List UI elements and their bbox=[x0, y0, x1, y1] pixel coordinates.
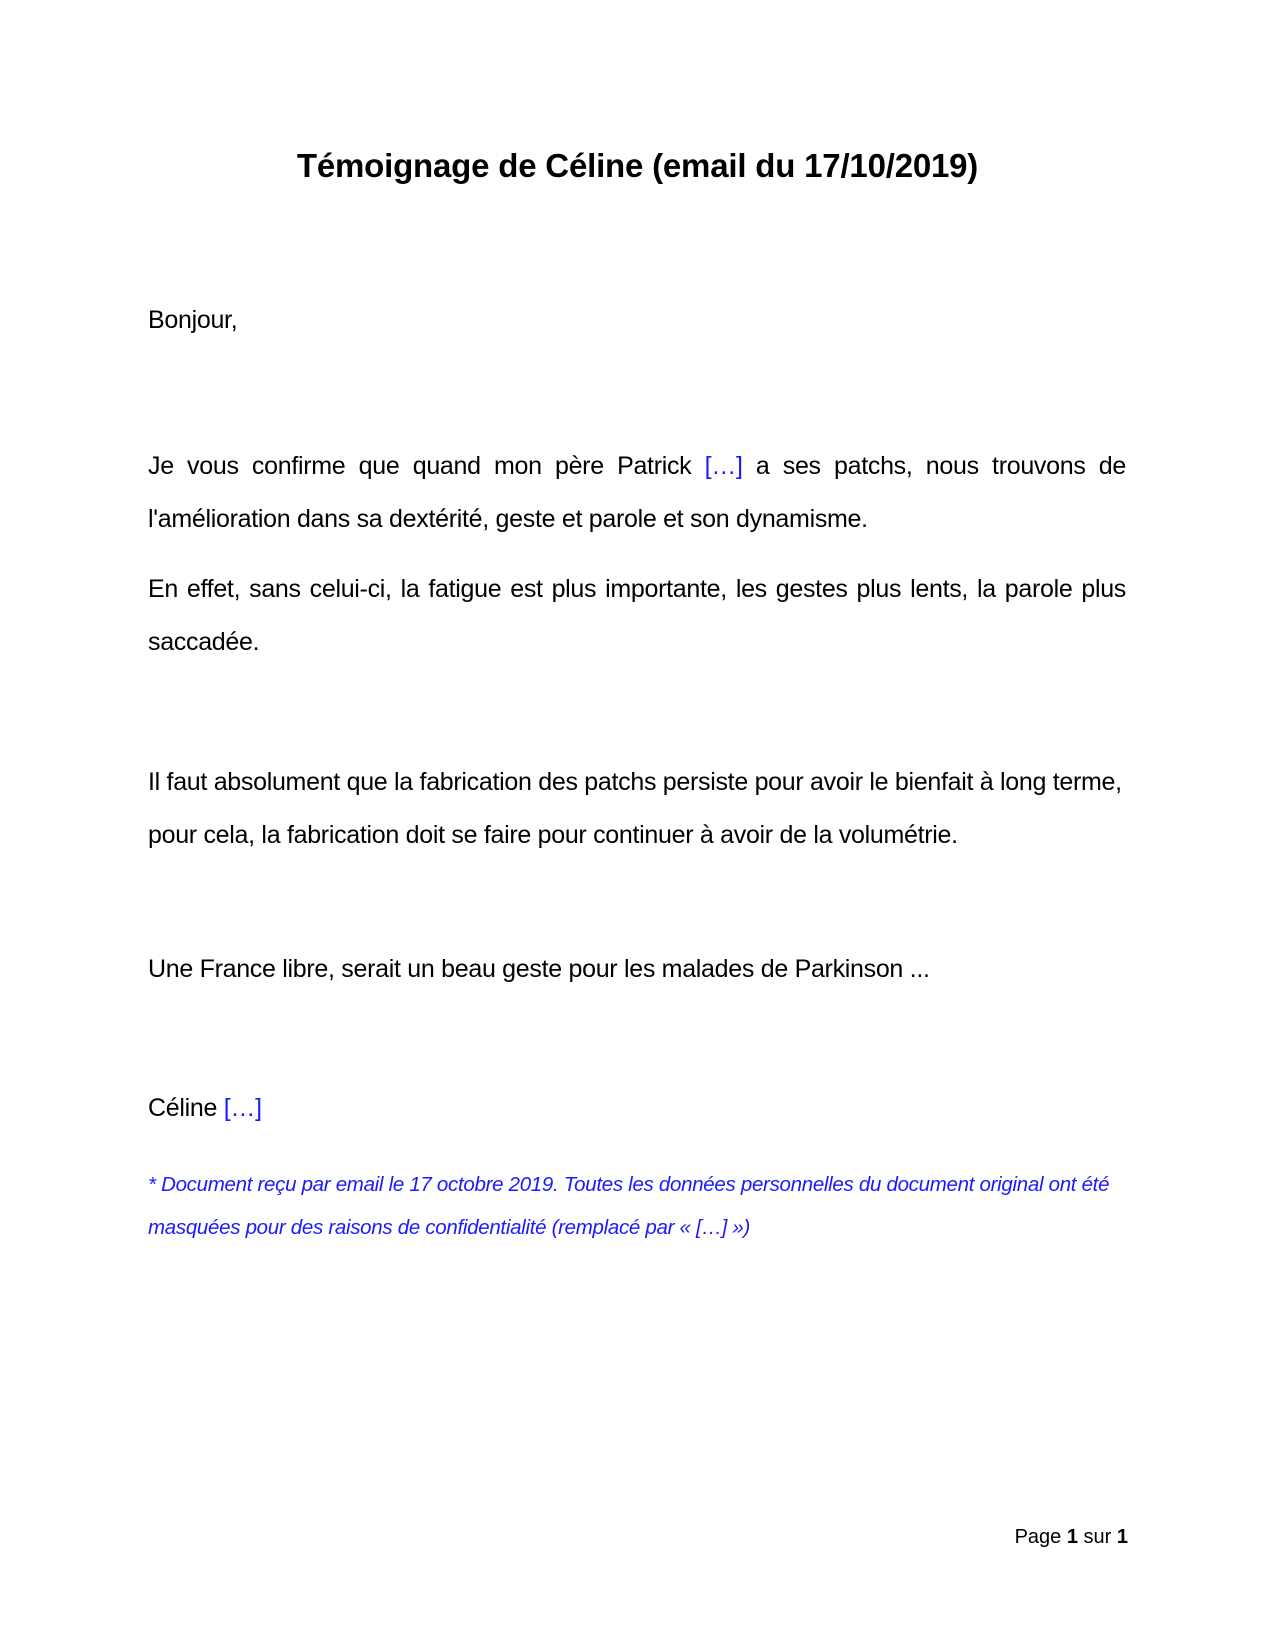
confidentiality-footnote: * Document reçu par email le 17 octobre 2019. Toutes les données personnelles du document original ont été masquées pour des raisons de confidentialité (remplacé par « […] ») bbox=[148, 1173, 1110, 1239]
page-number-middle: sur bbox=[1077, 1526, 1117, 1548]
signature bbox=[148, 1090, 1126, 1126]
paragraph-improvement bbox=[148, 440, 1126, 546]
paragraph-without-patch: En effet, sans celui-ci, la fatigue est plus importante, les gestes plus lents, la parole plus saccadée. bbox=[148, 575, 1126, 656]
paragraph-free-france: Une France libre, serait un beau geste pour les malades de Parkinson ... bbox=[148, 955, 930, 983]
greeting: Bonjour, bbox=[148, 306, 238, 334]
page-number bbox=[900, 1523, 1128, 1551]
paragraph-manufacturing: Il faut absolument que la fabrication des patchs persiste pour avoir le bienfait à long terme, pour cela, la fabrication doit se faire pour continuer à avoir de la volumétrie. bbox=[148, 768, 1122, 849]
signature-name: Céline bbox=[148, 1094, 224, 1122]
redacted-signature-surname: […] bbox=[223, 1094, 262, 1122]
document-title: Témoignage de Céline (email du 17/10/2019) bbox=[296, 147, 979, 184]
page-number-current: 1 bbox=[1066, 1526, 1078, 1548]
page-number-prefix: Page bbox=[1014, 1526, 1067, 1548]
redacted-surname: […] bbox=[704, 452, 743, 480]
paragraph-improvement-start: Je vous confirme que quand mon père Patrick bbox=[148, 452, 705, 480]
page-number-total: 1 bbox=[1116, 1526, 1128, 1548]
paragraph-improvement-end: a ses patchs, nous trouvons de l'amélioration dans sa dextérité, geste et parole et son dynamisme. bbox=[148, 452, 1126, 533]
